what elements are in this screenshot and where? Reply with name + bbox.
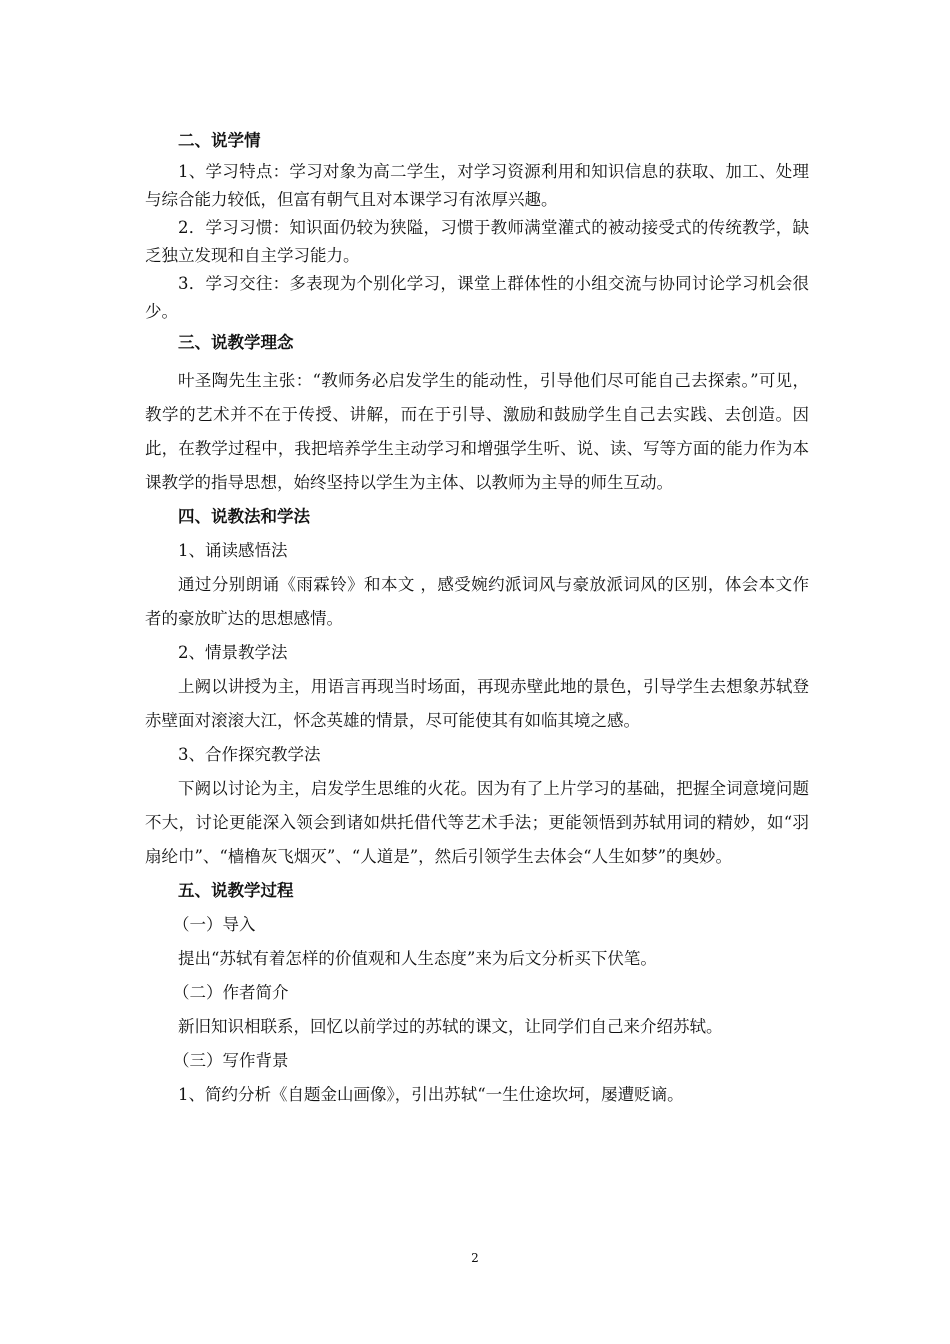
- paragraph-teaching-philosophy: 叶圣陶先生主张：“教师务必启发学生的能动性，引导他们尽可能自己去探索。”可见，教学的艺术并不在于传授、讲解，而在于引导、激励和鼓励学生自己去实践、去创造。因此，在教学过程中，我把培养学生主动学习和增强学生听、说、读、写等方面的能力作为本课教学的指导思想，始终坚持以学生为主体、以教师为主导的师生互动。: [145, 371, 809, 492]
- method-text: 上阙以讲授为主，用语言再现当时场面，再现赤壁此地的景色，引导学生去想象苏轼登赤壁面对滚滚大江，怀念英雄的情景，尽可能使其有如临其境之感。: [145, 677, 809, 730]
- paragraph-learning-habits: 2．学习习惯：知识面仍较为狭隘，习惯于教师满堂灌式的被动接受式的传统教学，缺乏独立发现和自主学习能力。: [145, 218, 809, 265]
- method-title: 2、情景教学法: [178, 643, 288, 662]
- step-title: （二）作者简介: [173, 983, 289, 1002]
- step-text: 1、简约分析《自题金山画像》，引出苏轼“一生仕途坎坷，屡遭贬谪。: [178, 1085, 684, 1104]
- heading-student-analysis: 二、说学情: [178, 131, 261, 150]
- document-body: [145, 124, 809, 1112]
- method-text: 下阙以讨论为主，启发学生思维的火花。因为有了上片学习的基础，把握全词意境问题不大，讨论更能深入领会到诸如烘托借代等艺术手法；更能领悟到苏轼用词的精妙，如“羽扇纶巾”、“樯橹灰飞烟灭”、“人道是”，然后引领学生去体会“人生如梦”的奥妙。: [145, 779, 809, 866]
- step-title: （三）写作背景: [173, 1051, 289, 1070]
- step-text: 新旧知识相联系，回忆以前学过的苏轼的课文，让同学们自己来介绍苏轼。: [178, 1017, 723, 1036]
- paragraph-learning-features: 1、学习特点：学习对象为高二学生，对学习资源利用和知识信息的获取、加工、处理与综合能力较低，但富有朝气且对本课学习有浓厚兴趣。: [145, 162, 809, 209]
- heading-teaching-philosophy: 三、说教学理念: [178, 333, 294, 352]
- method-title: 3、合作探究教学法: [178, 745, 321, 764]
- step-text: 提出“苏轼有着怎样的价值观和人生态度”来为后文分析买下伏笔。: [178, 949, 657, 968]
- method-title: 1、诵读感悟法: [178, 541, 288, 560]
- method-text: 通过分别朗诵《雨霖铃》和本文 ，感受婉约派词风与豪放派词风的区别，体会本文作者的豪放旷达的思想感情。: [145, 575, 809, 628]
- heading-teaching-process: 五、说教学过程: [178, 881, 294, 900]
- step-title: （一）导入: [173, 915, 256, 934]
- heading-methods: 四、说教法和学法: [178, 507, 310, 526]
- page-number: 2: [471, 1251, 479, 1265]
- paragraph-learning-interaction: 3．学习交往：多表现为个别化学习，课堂上群体性的小组交流与协同讨论学习机会很少。: [145, 274, 809, 321]
